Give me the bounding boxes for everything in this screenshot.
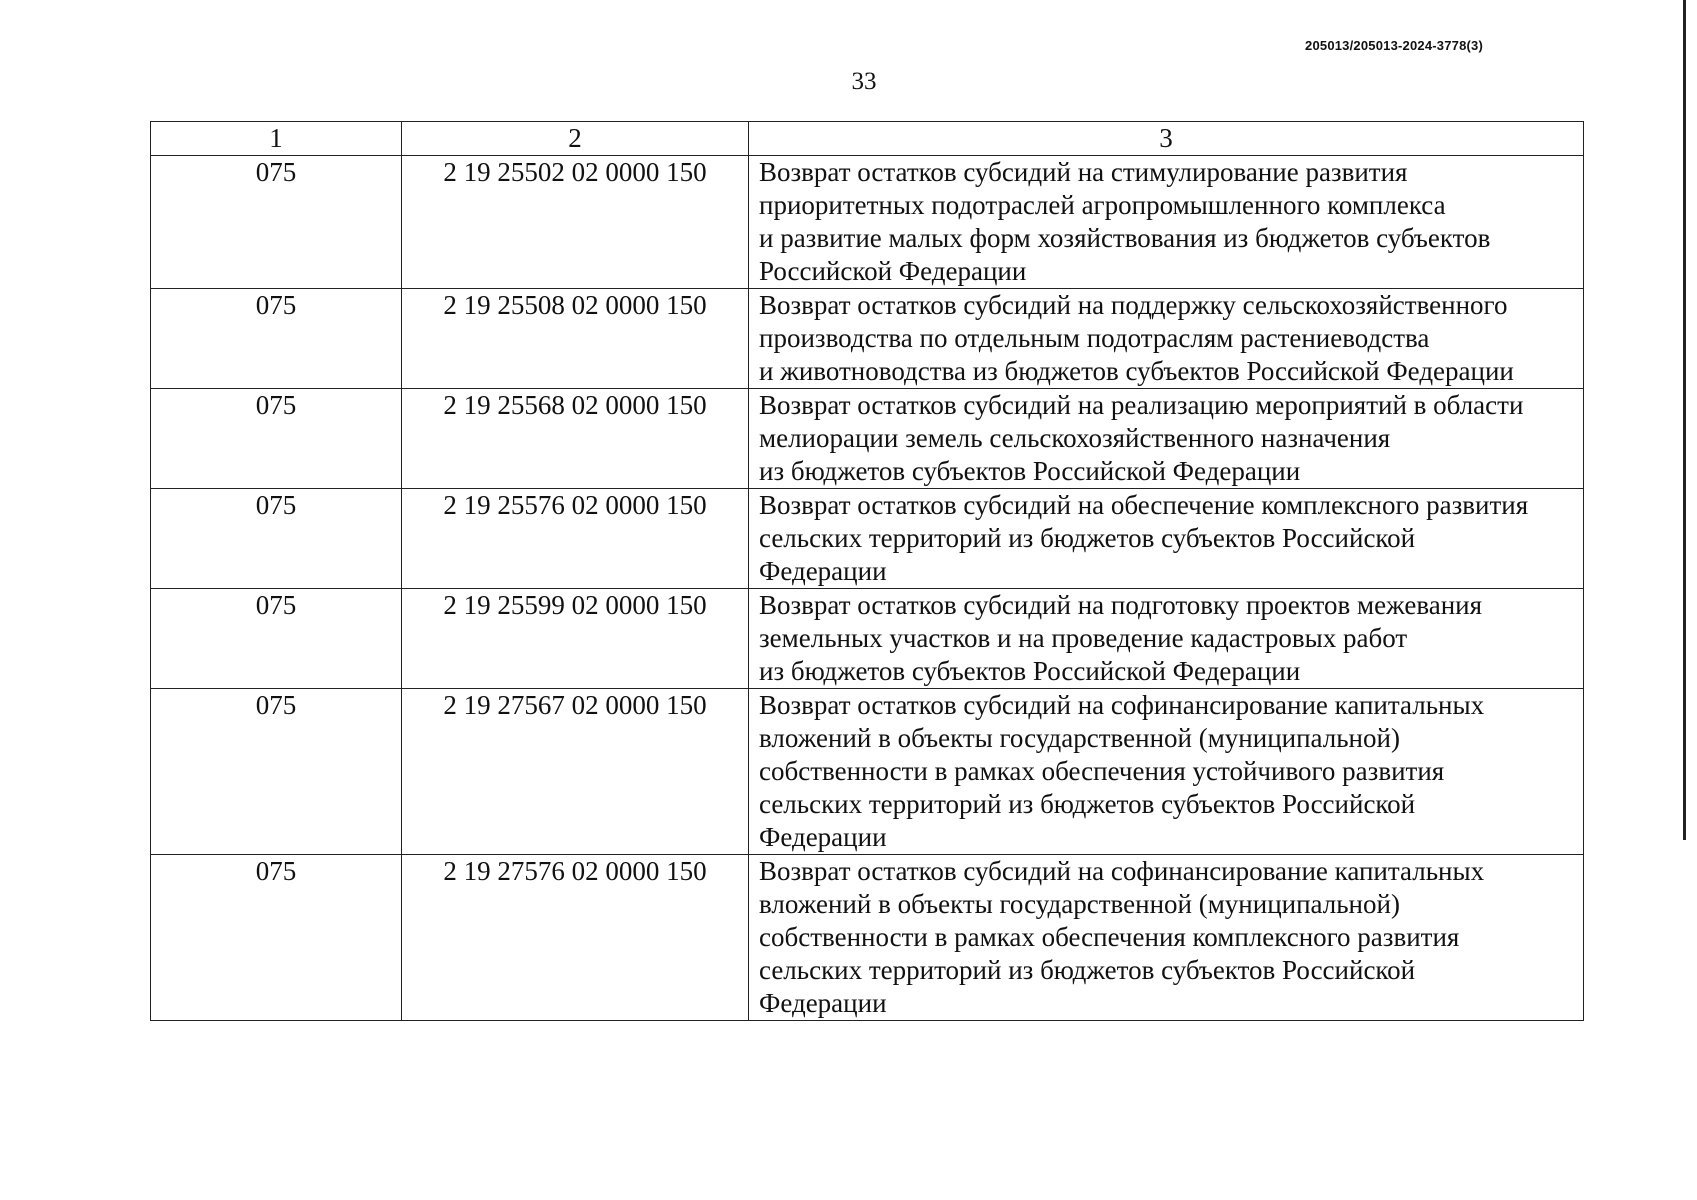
table-row xyxy=(151,689,1584,855)
description-text: Возврат остатков субсидий на поддержку сельскохозяйственного производства по отдельным подотраслям растениеводства и животноводства из бюджетов субъектов Российской Федерации xyxy=(759,290,1514,386)
scan-edge-line xyxy=(1683,0,1686,840)
description-cell xyxy=(749,156,1584,289)
budget-codes-table xyxy=(150,121,1584,1021)
description-cell xyxy=(749,589,1584,689)
table-row xyxy=(151,855,1584,1021)
budget-code-cell: 2 19 27576 02 0000 150 xyxy=(402,855,749,1021)
column-header-1: 1 xyxy=(151,122,402,156)
admin-code-cell: 075 xyxy=(151,489,402,589)
description-cell xyxy=(749,389,1584,489)
admin-code-cell: 075 xyxy=(151,689,402,855)
admin-code-cell: 075 xyxy=(151,289,402,389)
budget-code-cell: 2 19 25508 02 0000 150 xyxy=(402,289,749,389)
description-cell xyxy=(749,289,1584,389)
column-header-2: 2 xyxy=(402,122,749,156)
table-row xyxy=(151,289,1584,389)
description-text: Возврат остатков субсидий на подготовку проектов межевания земельных участков и на проведение кадастровых работ из бюджетов субъектов Российской Федерации xyxy=(759,590,1483,686)
admin-code-cell: 075 xyxy=(151,389,402,489)
description-cell xyxy=(749,689,1584,855)
table-row xyxy=(151,589,1584,689)
description-cell xyxy=(749,855,1584,1021)
document-id: 205013/205013-2024-3778(3) xyxy=(1305,38,1483,53)
admin-code-cell: 075 xyxy=(151,589,402,689)
table-header-row xyxy=(151,122,1584,156)
description-cell xyxy=(749,489,1584,589)
table-row xyxy=(151,489,1584,589)
description-text: Возврат остатков субсидий на софинансирование капитальных вложений в объекты государственной (муниципальной) собственности в рамках обеспечения комплексного развития сельских территорий из бюджетов субъектов Российской Федерации xyxy=(759,856,1485,1018)
admin-code-cell: 075 xyxy=(151,156,402,289)
budget-code-cell: 2 19 25599 02 0000 150 xyxy=(402,589,749,689)
column-header-3: 3 xyxy=(749,122,1584,156)
budget-code-cell: 2 19 25576 02 0000 150 xyxy=(402,489,749,589)
description-text: Возврат остатков субсидий на реализацию мероприятий в области мелиорации земель сельскохозяйственного назначения из бюджетов субъектов Российской Федерации xyxy=(759,390,1524,486)
budget-code-cell: 2 19 25502 02 0000 150 xyxy=(402,156,749,289)
table-row xyxy=(151,156,1584,289)
table-row xyxy=(151,389,1584,489)
admin-code-cell: 075 xyxy=(151,855,402,1021)
description-text: Возврат остатков субсидий на обеспечение комплексного развития сельских территорий из бюджетов субъектов Российской Федерации xyxy=(759,490,1529,586)
budget-code-cell: 2 19 27567 02 0000 150 xyxy=(402,689,749,855)
page-number: 33 xyxy=(851,68,877,95)
budget-code-cell: 2 19 25568 02 0000 150 xyxy=(402,389,749,489)
description-text: Возврат остатков субсидий на стимулирование развития приоритетных подотраслей агропромышленного комплекса и развитие малых форм хозяйствования из бюджетов субъектов Российской Федерации xyxy=(759,157,1491,286)
description-text: Возврат остатков субсидий на софинансирование капитальных вложений в объекты государственной (муниципальной) собственности в рамках обеспечения устойчивого развития сельских территорий из бюджетов субъектов Российской Федерации xyxy=(759,690,1485,852)
